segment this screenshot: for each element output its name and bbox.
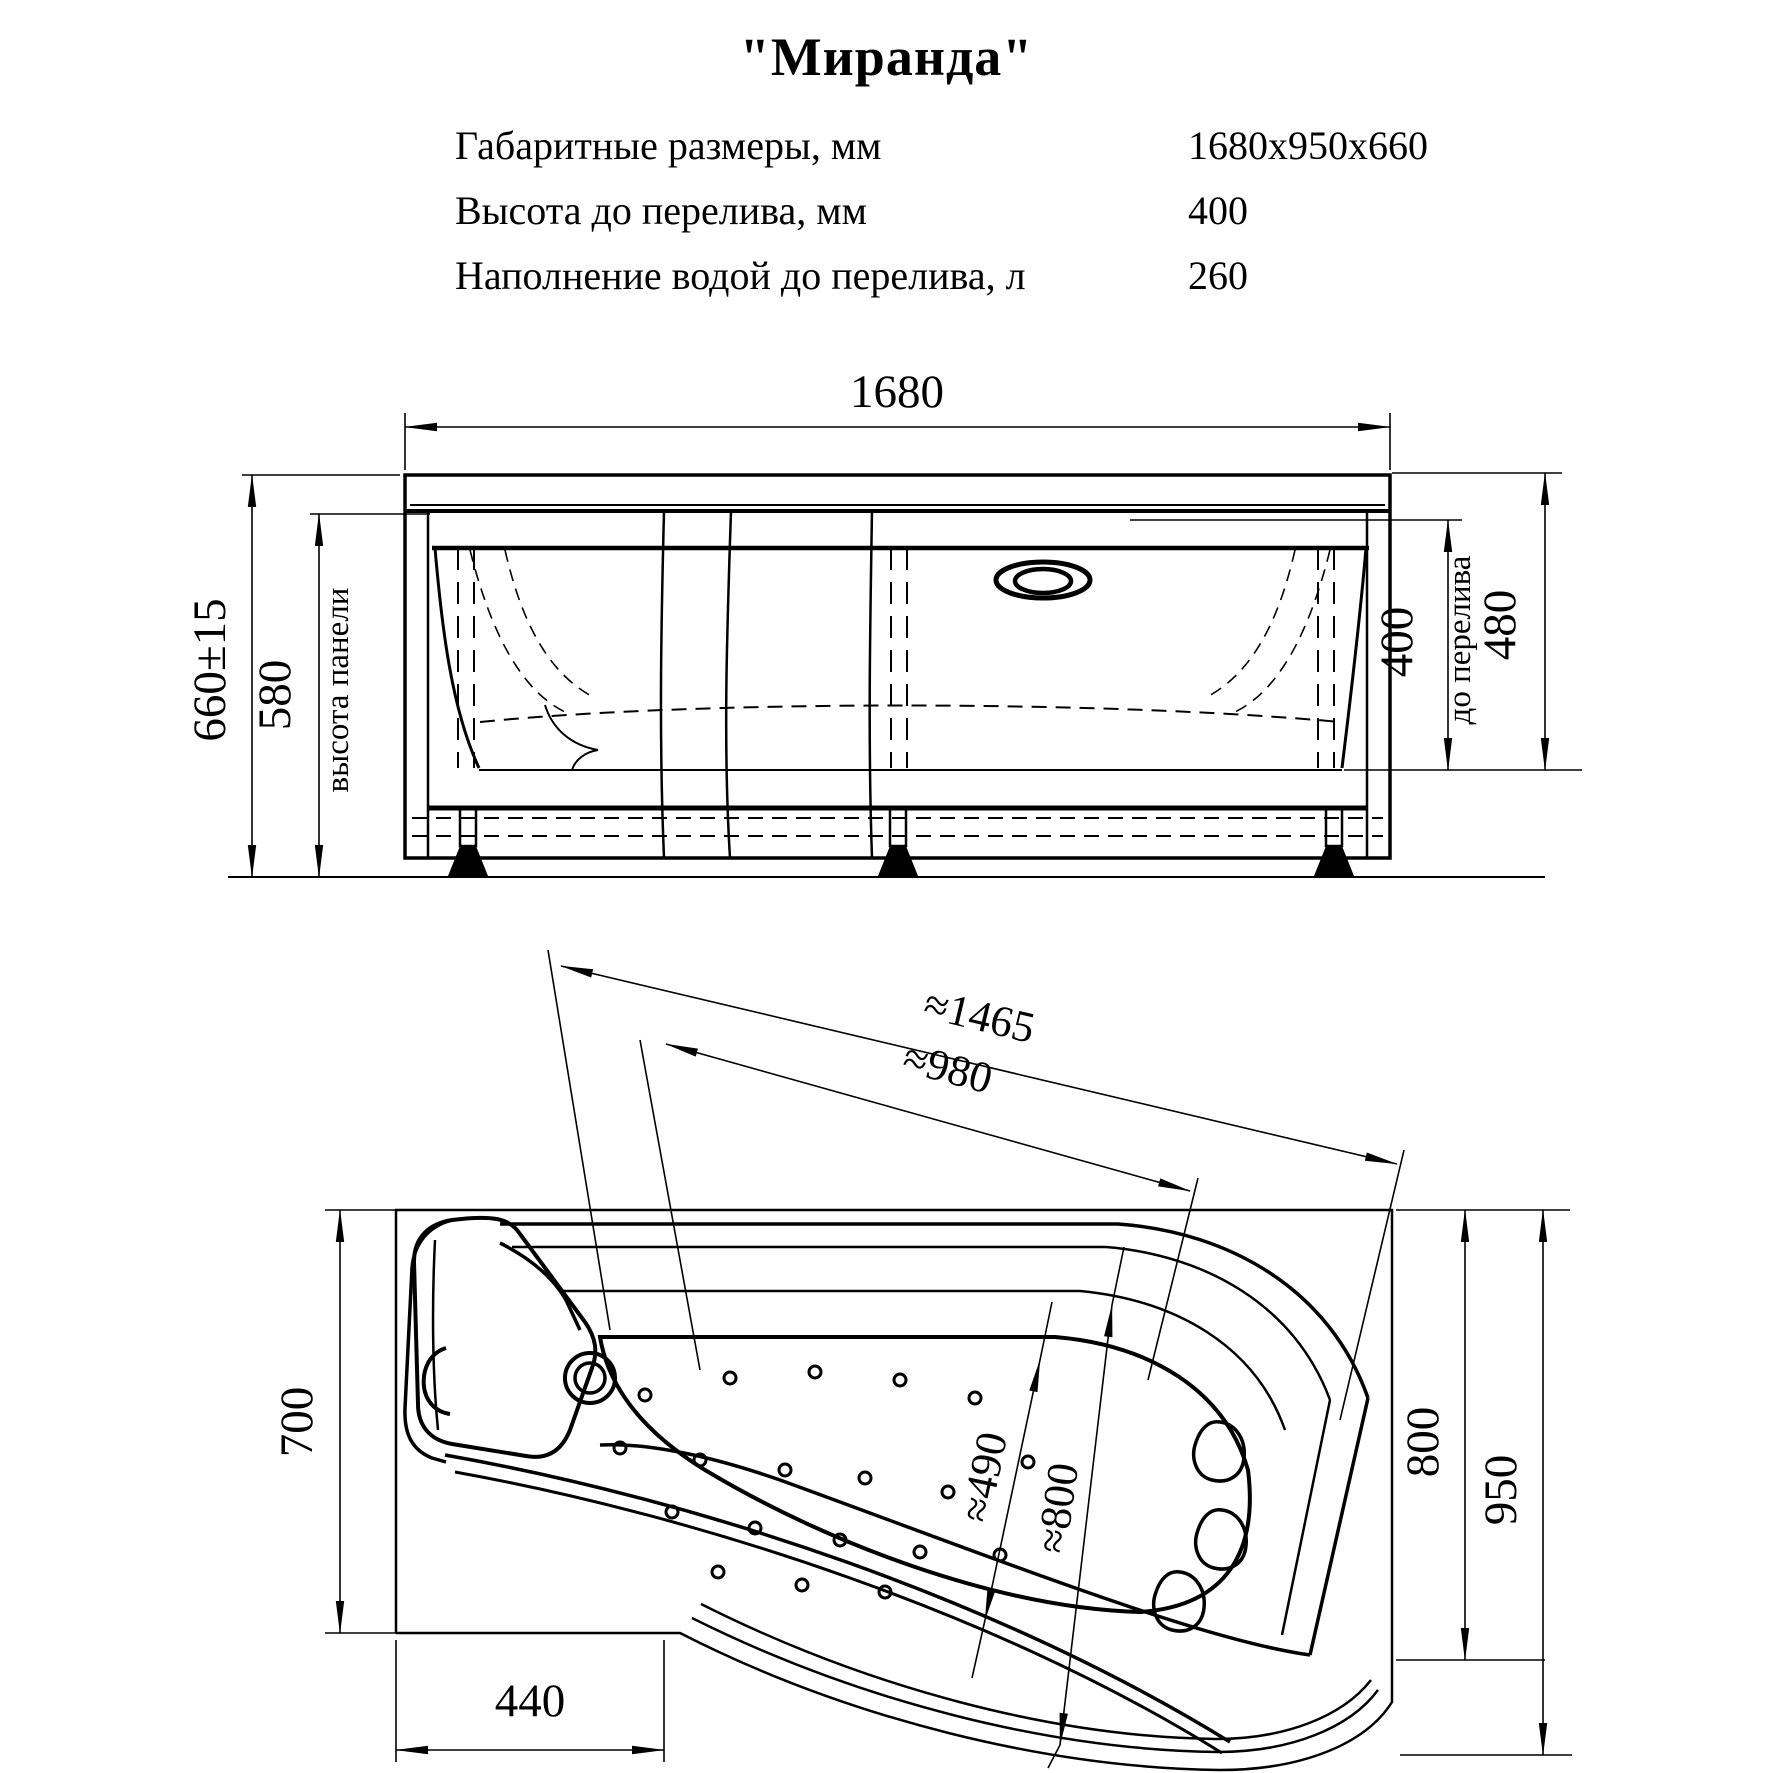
headrest bbox=[405, 1218, 595, 1462]
overflow-icon bbox=[996, 562, 1090, 598]
front-dim-width bbox=[405, 366, 1390, 470]
front-dim-width-text: 1680 bbox=[850, 366, 944, 418]
top-dim-right-overall-text: 950 bbox=[1475, 1454, 1527, 1526]
front-dim-panel-height-text: 580 bbox=[249, 659, 301, 731]
front-dim-depth-text: 480 bbox=[1474, 589, 1526, 661]
hidden-bowl-walls bbox=[470, 550, 1330, 712]
spec-value-water-volume: 260 bbox=[1188, 253, 1248, 298]
hidden-leg-lines bbox=[458, 548, 1334, 768]
top-view-drawing bbox=[0, 900, 1773, 1773]
front-dim-overflow-depth bbox=[1130, 473, 1582, 770]
top-dim-right bbox=[1396, 1210, 1572, 1755]
bathing-well bbox=[565, 1337, 1250, 1612]
top-dim-diag-inner-text: ≈980 bbox=[897, 1032, 998, 1104]
top-dim-left-width bbox=[271, 1210, 400, 1633]
top-dim-right-inner-text: 800 bbox=[1397, 1406, 1449, 1478]
backrest-jets bbox=[1154, 1422, 1247, 1631]
top-dim-diag-length-text: ≈1465 bbox=[919, 978, 1040, 1053]
top-dim-left-width-text: 700 bbox=[271, 1386, 323, 1458]
top-dim-step-text: 440 bbox=[494, 1675, 566, 1727]
top-rim bbox=[445, 1224, 1368, 1753]
spec-value-dimensions: 1680x950x660 bbox=[1188, 123, 1428, 168]
top-dim-well-width-text: ≈490 bbox=[950, 1427, 1018, 1527]
spec-label-overflow-height: Высота до перелива, мм bbox=[455, 188, 867, 233]
top-dim-well-diag-text: ≈800 bbox=[1027, 1459, 1089, 1557]
front-dim-overflow-text: 400 bbox=[1371, 606, 1423, 678]
drain-trap-line bbox=[545, 705, 598, 770]
front-label-overflow: до перелива bbox=[1442, 555, 1478, 725]
top-dim-diagonals bbox=[548, 950, 1404, 1420]
top-dim-well bbox=[950, 1247, 1124, 1768]
top-dim-step bbox=[396, 1640, 664, 1762]
front-tub-bowl bbox=[412, 548, 1383, 836]
spec-label-water-volume: Наполнение водой до перелива, л bbox=[455, 253, 1026, 298]
spec-value-overflow-height: 400 bbox=[1188, 188, 1248, 233]
front-view-drawing bbox=[0, 330, 1773, 900]
drawing-title: "Миранда" bbox=[739, 27, 1034, 87]
spec-label-dimensions: Габаритные размеры, мм bbox=[455, 123, 882, 168]
front-frame bbox=[228, 475, 1545, 877]
front-label-panel-height: высота панели bbox=[320, 587, 356, 793]
front-dim-panel-height bbox=[249, 514, 430, 877]
front-dim-height-overall-text: 660±15 bbox=[184, 598, 236, 742]
